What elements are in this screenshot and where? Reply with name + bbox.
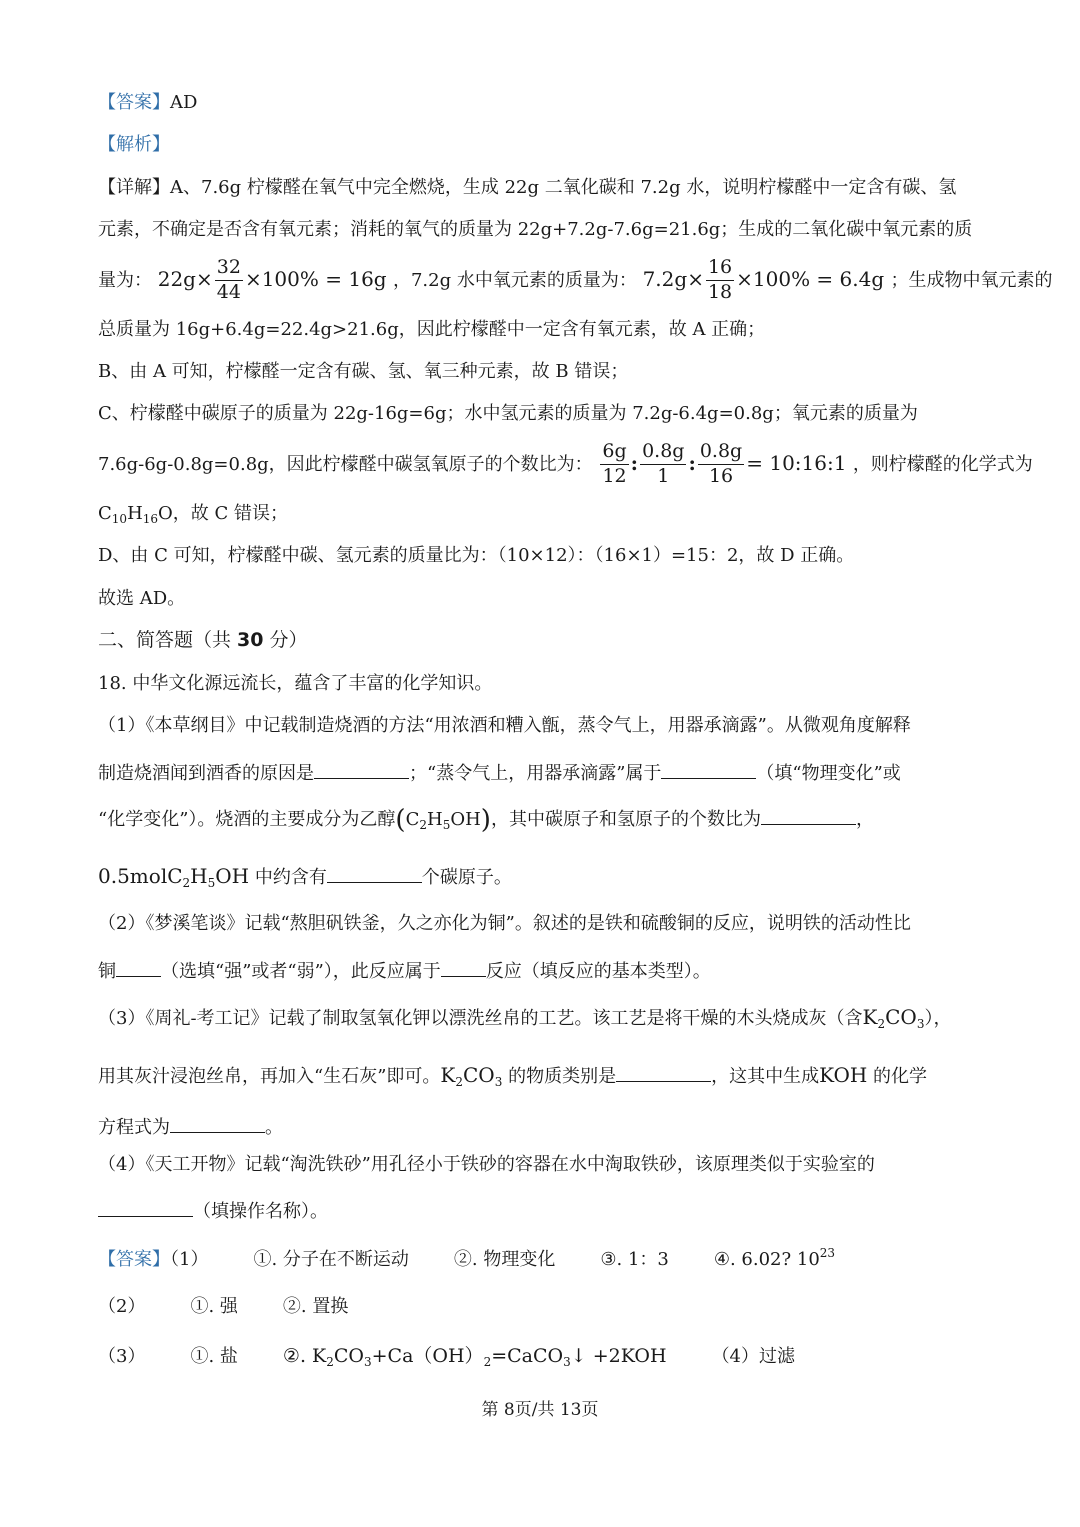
answer-blank[interactable] [616, 1063, 711, 1082]
answer-blank[interactable] [661, 760, 756, 779]
question-text: 制造烧酒闻到酒香的原因是 [98, 763, 314, 784]
detail-text: O，故 C 错误； [158, 503, 289, 524]
subscript: 2 [483, 1355, 492, 1369]
q18-part2-line2 [98, 958, 711, 981]
paren-close: ) [480, 805, 491, 835]
fraction-denominator: 44 [216, 280, 241, 303]
q18-part3-line3 [98, 1114, 283, 1137]
answer-value: AD [170, 92, 198, 113]
superscript: 23 [819, 1246, 836, 1260]
answer18-row1 [98, 1247, 835, 1269]
q18-part4-line2 [98, 1198, 328, 1221]
q18-part1-line3 [98, 806, 874, 833]
fraction-32-44 [215, 256, 243, 305]
detail-line-7 [98, 440, 1033, 489]
formula-oh: OH [450, 809, 481, 830]
question-text: 中约含有 [249, 867, 327, 888]
question-text: 用其灰汁浸泡丝帛，再加入“生石灰”即可。 [98, 1066, 441, 1087]
answer-item: （4）过滤 [711, 1346, 796, 1367]
fraction-denominator: 12 [602, 464, 627, 487]
subscript: 5 [207, 876, 216, 890]
question-text: （选填“强”或者“弱”），此反应属于 [161, 961, 441, 982]
detail-text: ，则柠檬醛的化学式为 [852, 453, 1033, 475]
page-footer: 第 8页/共 13页 [481, 1400, 599, 1420]
formula-h: H [190, 864, 208, 888]
fraction-numerator: 0.8g [698, 440, 744, 465]
q18-part4-line1: （4）《天工开物》记载“淘洗铁砂”用孔径小于铁砂的容器在水中淘取铁砂，该原理类似于实验室的 [98, 1154, 875, 1175]
fraction-numerator: 6g [600, 440, 628, 465]
subscript: 16 [142, 512, 159, 526]
detail-text: 量为： [98, 269, 152, 291]
answer-blank[interactable] [761, 806, 856, 825]
answer-blank[interactable] [327, 864, 422, 883]
answer-item: ①. 分子在不断运动 [253, 1249, 409, 1270]
formula-c: C [98, 503, 112, 524]
answer-item: ②. 置换 [282, 1296, 349, 1317]
detail-line-2: 元素，不确定是否含有氧元素；消耗的氧气的质量为 22g+7.2g-7.6g=21.6g；生成的二氧化碳中氧元素的质 [98, 219, 973, 240]
detail-line-1 [98, 179, 956, 197]
subscript: 3 [494, 1075, 503, 1089]
math-term: 7.2g× [642, 266, 704, 291]
formula-co: CO [463, 1063, 495, 1087]
answer-item: ④. 6.02? 10 [713, 1249, 820, 1270]
detail-line-8 [98, 505, 288, 525]
formula-h: H [127, 503, 143, 524]
q18-part3-line1 [98, 1007, 951, 1030]
ratio-result: = 10:16:1 [746, 450, 847, 475]
answer-item: ①. 强 [190, 1296, 238, 1317]
subscript: 3 [916, 1017, 925, 1031]
subscript: 2 [326, 1355, 334, 1369]
question-text: “化学变化”）。烧酒的主要成分为乙醇 [98, 809, 396, 830]
detail-text: ，7.2g 水中氧元素的质量为： [392, 269, 637, 291]
question-text: 的物质类别是 [502, 1066, 617, 1087]
answer-part-number: （1） [170, 1249, 209, 1270]
answer-label: 【答案】 [98, 1249, 170, 1270]
answer-item: ②. 物理变化 [453, 1249, 556, 1270]
formula-c: C [405, 809, 420, 830]
subscript: 5 [442, 818, 451, 832]
detail-text: 7.6g-6g-0.8g=0.8g，因此柠檬醛中碳氢氧原子的个数比为： [98, 453, 593, 475]
ratio-colon: : [630, 450, 639, 475]
answer-blank[interactable] [314, 760, 409, 779]
question-text: 方程式为 [98, 1117, 170, 1138]
question-text: （填操作名称）。 [193, 1201, 328, 1222]
ratio-expression [598, 440, 852, 487]
detail-line-3 [98, 256, 1053, 305]
question-text: 的化学 [867, 1066, 928, 1087]
section-score: 30 [237, 629, 264, 651]
q18-part3-line2 [98, 1063, 927, 1088]
fraction-0.8g-16 [698, 440, 744, 489]
detail-label: 【详解】 [98, 177, 170, 198]
section-heading-text: 二、简答题（共 [98, 629, 238, 651]
question-text: 铜 [98, 961, 116, 982]
subscript: 3 [563, 1355, 571, 1369]
fraction-numerator: 32 [215, 256, 243, 281]
q18-part1-line4 [98, 864, 512, 889]
subscript: 10 [111, 512, 128, 526]
detail-line-10: 故选 AD。 [98, 588, 186, 609]
question-text: ）， [924, 1008, 952, 1029]
prev-answer-line [98, 94, 197, 112]
question-text: ，这其中生成 [711, 1066, 820, 1087]
question-text: （3）《周礼-考工记》记载了制取氢氧化钾以漂洗丝帛的工艺。该工艺是将干燥的木头烧成灰（含 [98, 1008, 863, 1029]
question-text: ；“蒸令气上，用器承滴露”属于 [409, 763, 662, 784]
math-expression-2 [642, 256, 891, 303]
math-term: ×100% = 6.4g [736, 266, 885, 291]
equation-term: =CaCO [491, 1345, 564, 1367]
answer-blank[interactable] [170, 1114, 265, 1133]
equation-term: ↓ +2KOH [570, 1345, 667, 1367]
subscript: 2 [455, 1075, 463, 1089]
answer-blank[interactable] [98, 1198, 193, 1217]
fraction-numerator: 16 [706, 256, 734, 281]
answer-blank[interactable] [116, 958, 161, 977]
detail-text: A、7.6g 柠檬醛在氧气中完全燃烧，生成 22g 二氧化碳和 7.2g 水，说明柠檬醛中一定含有碳、氢 [170, 177, 957, 198]
formula-oh: OH [215, 864, 250, 888]
paren-open: ( [395, 805, 406, 835]
equation-term: +Ca（OH） [371, 1345, 484, 1367]
fraction-16-18 [706, 256, 734, 305]
formula-koh: KOH [819, 1063, 868, 1087]
answer-part-number: （2） [98, 1296, 146, 1317]
answer18-row2 [98, 1298, 348, 1316]
answer-equation [283, 1345, 667, 1367]
subscript: 2 [182, 876, 191, 890]
math-term: ×100% = 16g [244, 266, 387, 291]
q18-part2-line1: （2）《梦溪笔谈》记载“熬胆矾铁釜，久之亦化为铜”。叙述的是铁和硫酸铜的反应，说明铁的活动性比 [98, 913, 911, 934]
section-heading-text: 分） [263, 629, 308, 651]
answer18-row3 [98, 1347, 795, 1368]
question-text: ， [855, 809, 874, 830]
detail-line-9: D、由 C 可知，柠檬醛中碳、氢元素的质量比为：（10×12）：（16×1）=15：2，故 D 正确。 [98, 545, 855, 566]
question-text: 。 [265, 1117, 283, 1138]
formula-k: K [862, 1005, 878, 1029]
question-text: 个碳原子。 [421, 867, 512, 888]
formula-k: K [440, 1063, 456, 1087]
subscript: 2 [419, 818, 427, 832]
fraction-denominator: 1 [657, 464, 670, 487]
question-text: ，其中碳原子和氢原子的个数比为 [490, 809, 761, 830]
q18-part1-line2 [98, 760, 901, 783]
detail-line-4: 总质量为 16g+6.4g=22.4g>21.6g，因此柠檬醛中一定含有氧元素，故 A 正确； [98, 319, 766, 340]
fraction-0.8g-1 [640, 440, 686, 489]
math-expression-1 [157, 256, 393, 303]
math-term: 22g× [157, 266, 213, 291]
detail-line-5: B、由 A 可知，柠檬醛一定含有碳、氢、氧三种元素，故 B 错误； [98, 361, 629, 382]
answer-item: ①. 盐 [190, 1346, 238, 1367]
detail-text: ；生成物中氧元素的 [890, 269, 1053, 291]
equation-term: ②. K [282, 1345, 327, 1367]
subscript: 2 [877, 1017, 886, 1031]
equation-term: CO [333, 1345, 364, 1367]
subscript: 3 [363, 1355, 372, 1369]
fraction-6g-12 [600, 440, 628, 489]
question-text: 反应（填反应的基本类型）。 [485, 961, 711, 982]
formula-amount: 0.5molC [98, 864, 183, 888]
answer-part-number: （3） [98, 1346, 146, 1367]
answer-item: ③. 1：3 [600, 1249, 669, 1270]
q18-intro: 18. 中华文化源远流长，蕴含了丰富的化学知识。 [98, 673, 493, 694]
detail-line-6: C、柠檬醛中碳原子的质量为 22g-16g=6g；水中氢元素的质量为 7.2g-6.4g=0.8g；氧元素的质量为 [98, 403, 918, 424]
formula-h: H [426, 809, 443, 830]
answer-label: 【答案】 [98, 92, 170, 113]
ratio-colon: : [688, 450, 696, 475]
answer-blank[interactable] [441, 958, 486, 977]
fraction-denominator: 16 [708, 464, 734, 487]
analysis-label: 【解析】 [98, 134, 170, 155]
section-heading [98, 631, 308, 650]
formula-co: CO [885, 1005, 917, 1029]
fraction-denominator: 18 [707, 280, 733, 303]
fraction-numerator: 0.8g [640, 440, 686, 465]
question-text: （填“物理变化”或 [756, 763, 901, 784]
q18-part1-line1: （1）《本草纲目》中记载制造烧酒的方法“用浓酒和糟入甑，蒸令气上，用器承滴露”。从微观角度解释 [98, 715, 911, 736]
